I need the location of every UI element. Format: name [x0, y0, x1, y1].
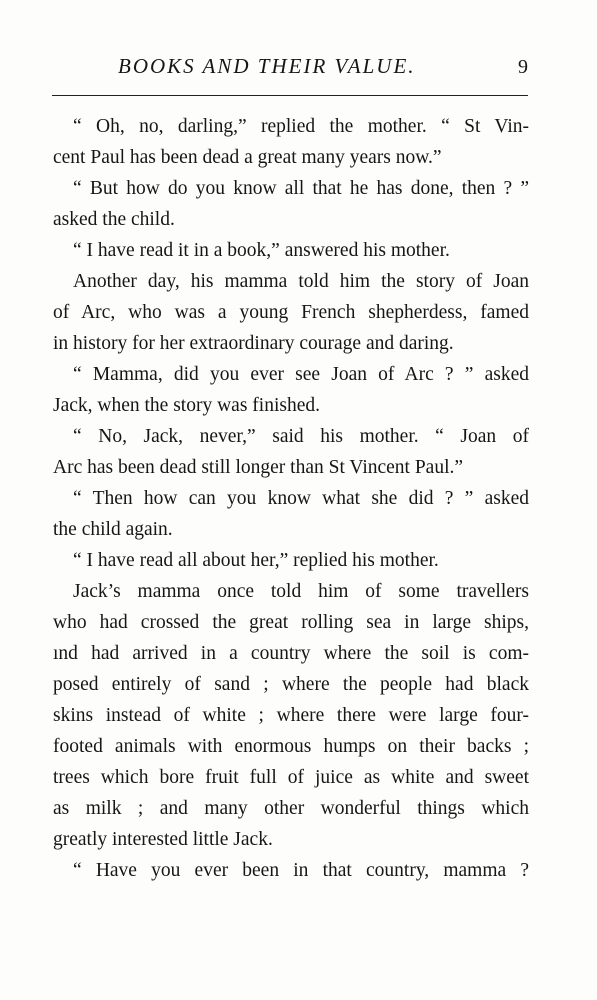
- text-line: Jack’s mamma once told him of some travellers: [73, 581, 529, 602]
- body-text: [53, 111, 529, 886]
- text-line: “ Oh, no, darling,” replied the mother. “ St Vin-: [73, 116, 529, 137]
- text-line: as milk ; and many other wonderful things which: [53, 798, 529, 819]
- text-line: Jack, when the story was finished.: [53, 395, 320, 416]
- text-line: “ No, Jack, never,” said his mother. “ Joan of: [73, 426, 529, 447]
- text-line: posed entirely of sand ; where the people had black: [53, 674, 529, 695]
- text-line: skins instead of white ; where there were large four-: [53, 705, 529, 726]
- running-head-title: BOOKS AND THEIR VALUE.: [118, 54, 416, 78]
- text-line: “ Have you ever been in that country, mamma ?: [73, 860, 529, 881]
- text-line: who had crossed the great rolling sea in large ships,: [53, 612, 529, 633]
- header-rule: [52, 95, 528, 96]
- running-head: [52, 54, 528, 88]
- text-line: Arc has been dead still longer than St Vincent Paul.”: [53, 457, 464, 478]
- text-line: cent Paul has been dead a great many years now.”: [53, 147, 442, 168]
- text-line: Another day, his mamma told him the story of Joan: [73, 271, 529, 292]
- text-line: the child again.: [53, 519, 173, 540]
- text-line: of Arc, who was a young French shepherdess, famed: [53, 302, 529, 323]
- text-line: ınd had arrived in a country where the soil is com-: [53, 643, 529, 664]
- text-line: in history for her extraordinary courage and daring.: [53, 333, 454, 354]
- text-line: greatly interested little Jack.: [53, 829, 273, 850]
- text-line: “ I have read all about her,” replied his mother.: [73, 550, 439, 571]
- text-line: “ I have read it in a book,” answered his mother.: [73, 240, 450, 261]
- text-line: “ But how do you know all that he has done, then ? ”: [73, 178, 529, 199]
- text-line: trees which bore fruit full of juice as white and sweet: [53, 767, 529, 788]
- text-line: footed animals with enormous humps on their backs ;: [53, 736, 529, 757]
- page-number: 9: [518, 56, 528, 78]
- text-line: asked the child.: [53, 209, 175, 230]
- text-line: “ Then how can you know what she did ? ” asked: [73, 488, 529, 509]
- text-line: “ Mamma, did you ever see Joan of Arc ? ” asked: [73, 364, 529, 385]
